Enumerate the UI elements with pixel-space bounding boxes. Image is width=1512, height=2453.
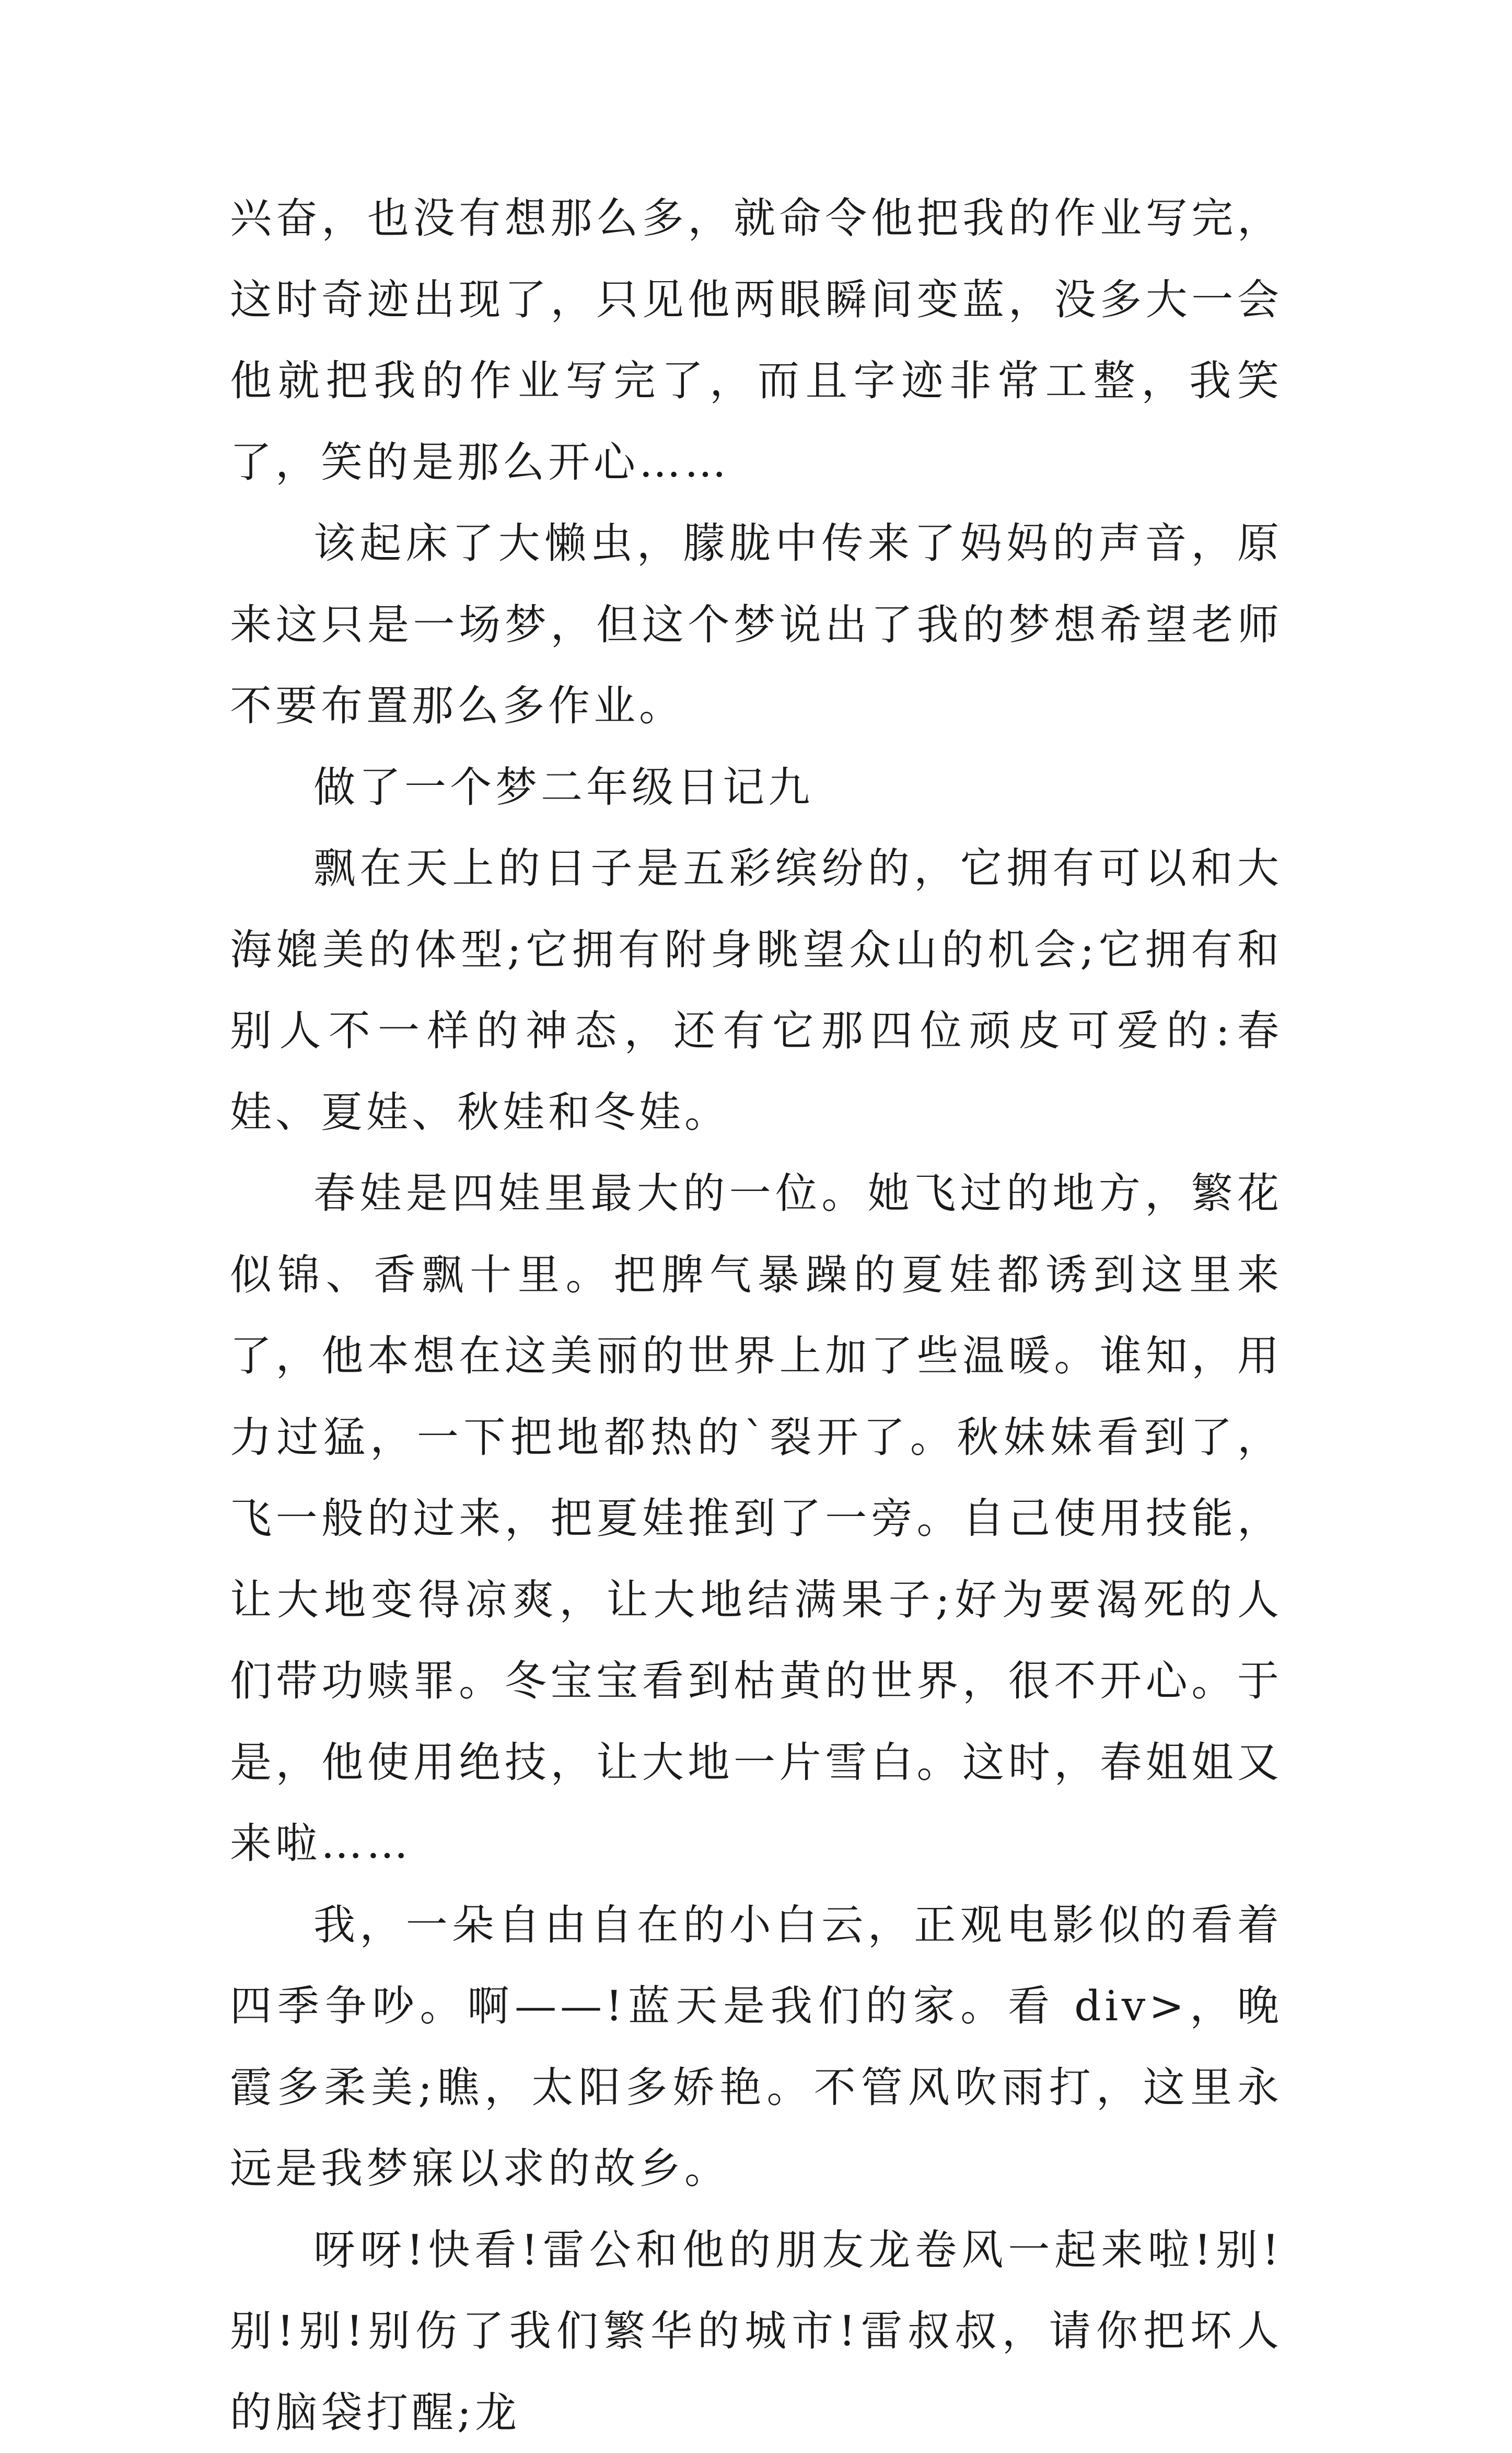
paragraph: 我，一朵自由自在的小白云，正观电影似的看着四季争吵。啊——!蓝天是我们的家。看 div>，晚霞多柔美;瞧，太阳多娇艳。不管风吹雨打，这里永远是我梦寐以求的故乡。 [230, 1884, 1283, 2209]
paragraph: 春娃是四娃里最大的一位。她飞过的地方，繁花似锦、香飘十里。把脾气暴躁的夏娃都诱到这里来了，他本想在这美丽的世界上加了些温暖。谁知，用力过猛，一下把地都热的`裂开了。秋妹妹看到了，飞一般的过来，把夏娃推到了一旁。自己使用技能，让大地变得凉爽，让大地结满果子;好为要渴死的人们带功赎罪。冬宝宝看到枯黄的世界，很不开心。于是，他使用绝技，让大地一片雪白。这时，春姐姐又来啦…… [230, 1153, 1283, 1884]
paragraph: 兴奋，也没有想那么多，就命令他把我的作业写完，这时奇迹出现了，只见他两眼瞬间变蓝，没多大一会他就把我的作业写完了，而且字迹非常工整，我笑了，笑的是那么开心…… [230, 178, 1283, 503]
paragraph: 呀呀!快看!雷公和他的朋友龙卷风一起来啦!别!别!别!别伤了我们繁华的城市!雷叔叔，请你把坏人的脑袋打醒;龙 [230, 2209, 1283, 2453]
section-heading: 做了一个梦二年级日记九 [230, 747, 1283, 828]
document-body [230, 178, 1283, 2453]
paragraph: 该起床了大懒虫，朦胧中传来了妈妈的声音，原来这只是一场梦，但这个梦说出了我的梦想希望老师不要布置那么多作业。 [230, 503, 1283, 747]
paragraph: 飘在天上的日子是五彩缤纷的，它拥有可以和大海媲美的体型;它拥有附身眺望众山的机会;它拥有和别人不一样的神态，还有它那四位顽皮可爱的:春娃、夏娃、秋娃和冬娃。 [230, 828, 1283, 1153]
